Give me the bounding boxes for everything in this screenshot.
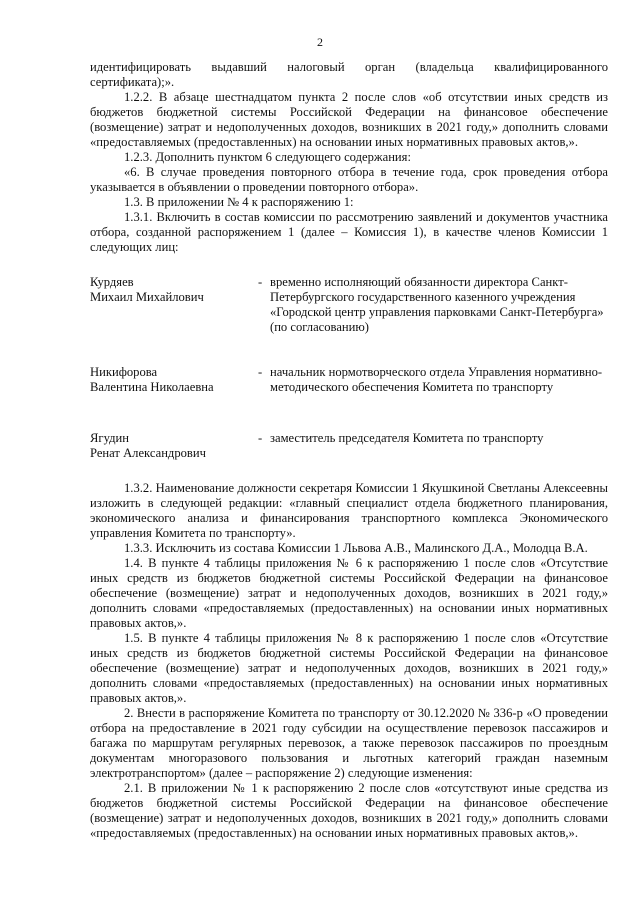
member-given-names: Михаил Михайлович bbox=[90, 290, 204, 304]
paragraph-continuation: идентифицировать выдавший налоговый орган (владельца квалифицированного сертификата);». bbox=[90, 60, 608, 89]
member-name bbox=[90, 365, 258, 395]
paragraph-1-3: 1.3. В приложении № 4 к распоряжению 1: bbox=[124, 195, 354, 209]
member-entry bbox=[90, 431, 608, 461]
paragraph-1-3-1: 1.3.1. Включить в состав комиссии по рассмотрению заявлений и документов участника отбора, созданной распоряжением 1 (далее – Комиссия 1), в качестве членов Комиссии 1 следующих лиц: bbox=[90, 210, 608, 254]
paragraph-1-2-2: 1.2.2. В абзаце шестнадцатом пункта 2 после слов «об отсутствии иных средств из бюджетов бюджетной системы Российской Федерации на финансовое обеспечение (возмещение) затрат и недополученных доходов, возникших в 2021 году,» дополнить словами «предоставляемых (предоставленных) на основании иных нормативных правовых актов,». bbox=[90, 90, 608, 149]
member-given-names: Валентина Николаевна bbox=[90, 380, 214, 394]
member-surname: Курдяев bbox=[90, 275, 134, 289]
member-role: временно исполняющий обязанности директора Санкт-Петербургского государственного казенного учреждения «Городской центр управления парковками Санкт-Петербурга» (по согласованию) bbox=[270, 275, 604, 334]
member-dash: - bbox=[258, 275, 263, 289]
commission-members bbox=[90, 275, 608, 461]
paragraph-2-1: 2.1. В приложении № 1 к распоряжению 2 после слов «отсутствуют иные средства из бюджетов бюджетной системы Российской Федерации на финансовое обеспечение (возмещение) затрат и недополученных доходов, возникших в 2021 году,» дополнить словами «предоставляемых (предоставленных) на основании иных нормативных правовых актов,». bbox=[90, 781, 608, 840]
member-surname: Ягудин bbox=[90, 431, 129, 445]
member-dash: - bbox=[258, 431, 263, 445]
member-role: заместитель председателя Комитета по транспорту bbox=[270, 431, 544, 445]
member-name bbox=[90, 431, 258, 461]
paragraph-quote-6: «6. В случае проведения повторного отбора в течение года, срок проведения отбора указывается в объявлении о проведении повторного отбора». bbox=[90, 165, 608, 194]
paragraph-1-3-3: 1.3.3. Исключить из состава Комиссии 1 Львова А.В., Малинского Д.А., Молодца В.А. bbox=[124, 541, 588, 555]
paragraph-1-2-3: 1.2.3. Дополнить пунктом 6 следующего содержания: bbox=[124, 150, 411, 164]
paragraph-1-3-2: 1.3.2. Наименование должности секретаря Комиссии 1 Якушкиной Светланы Алексеевны изложить в следующей редакции: «главный специалист отдела бюджетного планирования, экономического анализа и финансирования транспортного комплекса Экономического управления Комитета по транспорту». bbox=[90, 481, 608, 540]
page-number: 2 bbox=[317, 35, 323, 49]
member-given-names: Ренат Александрович bbox=[90, 446, 206, 460]
member-entry bbox=[90, 275, 608, 335]
paragraph-1-5: 1.5. В пункте 4 таблицы приложения № 8 к распоряжению 1 после слов «Отсутствие иных средств из бюджетов бюджетной системы Российской Федерации на финансовое обеспечение (возмещение) затрат и недополученных доходов, возникших в 2021 году,» дополнить словами «предоставляемых (предоставленных) на основании иных нормативных правовых актов,». bbox=[90, 631, 608, 705]
document-body bbox=[90, 60, 608, 841]
member-dash: - bbox=[258, 365, 263, 379]
member-name bbox=[90, 275, 258, 335]
member-role: начальник нормотворческого отдела Управления нормативно-методического обеспечения Комитета по транспорту bbox=[270, 365, 603, 394]
paragraph-2: 2. Внести в распоряжение Комитета по транспорту от 30.12.2020 № 336-р «О проведении отбора на предоставление в 2021 году субсидии на осуществление перевозок пассажиров и багажа по маршрутам регулярных перевозок, а также перевозок пассажиров по проездным документам многоразового пользования и льготных категорий граждан наземным электротранспортом» (далее – распоряжение 2) следующие изменения: bbox=[90, 706, 608, 780]
member-surname: Никифорова bbox=[90, 365, 158, 379]
member-entry bbox=[90, 365, 608, 395]
paragraph-1-4: 1.4. В пункте 4 таблицы приложения № 6 к распоряжению 1 после слов «Отсутствие иных средств из бюджетов бюджетной системы Российской Федерации на финансовое обеспечение (возмещение) затрат и недополученных доходов, возникших в 2021 году,» дополнить словами «предоставляемых (предоставленных) на основании иных нормативных правовых актов,». bbox=[90, 556, 608, 630]
